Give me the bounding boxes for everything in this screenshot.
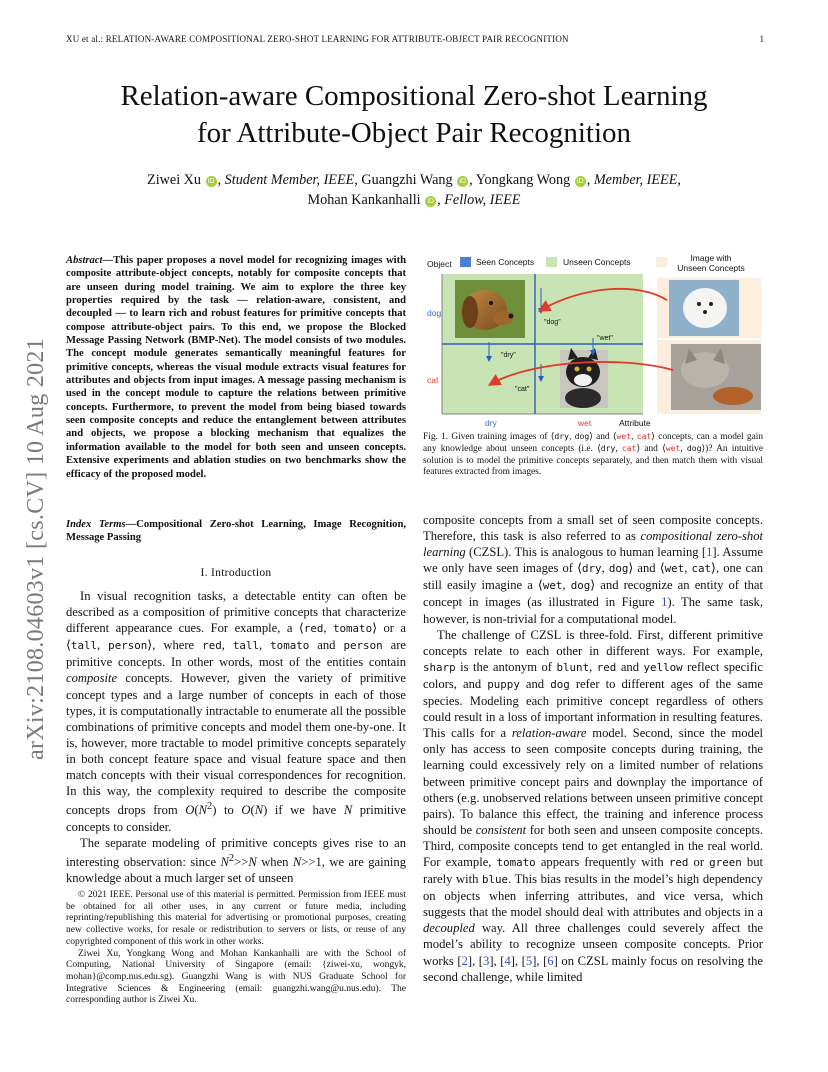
row-label-cat: cat [427,375,439,385]
cat-muzzle [574,374,592,386]
copyright-notice: © 2021 IEEE. Personal use of this material is permitted. Permission from IEEE must be obtained for all other uses, in any current or future media, including reprinting/republishing this material for advertising or promotional purposes, creating new collective works, for resale or redistribution to servers or lists, or reuse of any copyrighted component of this work in other works. [66,890,406,947]
legend-image: Image with Unseen Concepts [677,253,745,273]
col-label-dry: dry [485,418,497,428]
dog-ear [462,296,478,328]
index-terms-text: —Compositional Zero-shot Learning, Image Recognition, Message Passing [66,519,406,544]
intro-paragraph: The separate modeling of primitive concepts gives rise to an interesting observation: since $N^2>>N$ when N>>1, we are gaining knowledge about a much larger set of unseen [66,835,406,885]
author-name: Yongkang Wong [475,172,571,188]
wet-dog-body [683,288,727,328]
paper-title [40,78,788,152]
legend-seen: Seen Concepts [476,257,535,267]
orcid-icon[interactable]: iD [575,176,586,187]
author-name: Mohan Kankanhalli [307,192,421,208]
wet-dog-eye [709,302,713,306]
wet-dog-nose [703,310,707,314]
right-column-text [423,512,763,985]
col-label-wet: wet [578,418,592,428]
running-head: XU et al.: RELATION-AWARE COMPOSITIONAL ZERO-SHOT LEARNING FOR ATTRIBUTE-OBJECT PAIR RECOGNITION [66,34,569,44]
legend-seen-swatch [460,257,471,267]
cat-food [713,387,753,405]
legend-object: Object [427,259,452,269]
arxiv-stamp[interactable]: arXiv:2108.04603v1 [cs.CV] 10 Aug 2021 [23,337,49,760]
citation-link[interactable]: 4 [504,953,511,968]
figure-caption: Fig. 1. Given training images of ⟨dry, dog⟩ and ⟨wet, cat⟩ concepts, can a model gain any knowledge about unseen concepts (i.e. ⟨dry, cat⟩ and ⟨wet, dog⟩)? An intuitive solution is to model the primitive concepts separately, and then match them with visual features extracted from images. [423,431,764,477]
author-role: Fellow, IEEE [444,192,521,208]
body-paragraph: The challenge of CZSL is three-fold. First, different primitive concepts relate to each other in different ways. For example, sharp is the antonym of blunt, red and yellow reflect specific colors, and puppy and dog refer to different ages of the same species. Modeling each primitive concept regardless of others could result in a loss of important information in resulting features. This calls for a relation-aware model. Second, since the model only has access to seen composite concepts during training, the learning could excessively rely on a limited number of relations between primitive concept pairs and downplay the importance of others (e.g. unobserved relations between unseen primitive concept pairs). To balance this effect, the training and inference process should be consistent for both seen and unseen composite concepts. Third, composite concepts tend to get entangled in the real world. For example, tomato appears frequently with red or green but rarely with blue. This bias results in the model’s high dependency on objects when inferring attributes, and vice versa, which suggests that the model should deal with attributes and objects in a decoupled way. All three challenges could severely affect the model’s ability to recognize unseen composite concepts. Prior works [2], [3], [4], [5], [6] on CZSL mainly focus on resolving the second challenge, while limited [423,627,764,984]
legend-image-swatch [656,257,667,267]
citation-link[interactable]: 5 [525,953,533,968]
label-cat: "cat" [515,386,530,393]
cat-eye [587,367,592,372]
index-terms-label: Index Terms [66,519,126,530]
orcid-icon[interactable]: iD [425,196,436,207]
dog-eye [489,301,493,305]
orcid-icon[interactable]: iD [206,176,217,187]
citation-link[interactable]: 3 [483,953,490,968]
axis-label-attribute: Attribute [619,418,651,428]
body-paragraph: composite concepts from a small set of seen composite concepts. Therefore, this task is also referred to as compositional zero-shot learning (CZSL). This is analogous to human learning [1]. Assume we only have seen images of ⟨dry, dog⟩ and ⟨wet, cat⟩, one can still easily imagine a ⟨wet, dog⟩ and recognize an entity of that concept in images (as illustrated in Figure 1). The same task, however, is non-trivial for a computational model. [423,513,764,626]
figure-1-diagram [423,252,763,430]
citation-link[interactable]: 2 [461,953,468,968]
author-role: Student Member, IEEE, [224,172,358,188]
abstract-label: Abstract [66,255,103,266]
orcid-icon[interactable]: iD [457,176,468,187]
abstract [66,254,406,481]
legend-unseen-swatch [546,257,557,267]
page-number: 1 [759,34,764,44]
title-line-2: for Attribute-Object Pair Recognition [196,117,632,149]
cat-body [565,388,601,408]
citation-link[interactable]: 6 [547,953,554,968]
figure-1 [423,252,763,430]
author-list: Ziwei Xu iD , Student Member, IEEE, Guangzhi Wang iD , Yongkang Wong iD , Member, IEEE, Mohan Kankanhalli iD , Fellow, IEEE [147,172,681,208]
caption-label: Fig. 1. [423,432,449,442]
label-dog: "dog" [544,319,561,326]
cat-eye [575,367,580,372]
affiliation-notice: Ziwei Xu, Yongkang Wong and Mohan Kankanhalli are with the School of Computing, National University of Singapore (email: {ziwei-xu, wongyk, mohan}@comp.nus.edu.sg). Guangzhi Wang is with NUS Graduate School for Integrative Sciences & Engineering (email: guangzhi.wang@u.nus.edu). The corresponding author is Ziwei Xu. [66,948,406,1006]
author-name: Ziwei Xu [147,172,202,188]
row-label-dog: dog [427,308,442,318]
intro-text [66,588,406,886]
abstract-text: —This paper proposes a novel model for recognizing images with composite attribute-object concepts, notably for composite concepts that are unseen during model training. We aim to explore the three key properties required by the task — relation-aware, consistent, and decoupled — to learn rich and robust features for primitive concepts that compose attribute-object pairs. To this end, we propose the Blocked Message Passing Network (BMP-Net). The model consists of two modules. The concept module generates semantically meaningful features for primitive concepts, whereas the visual module extracts visual features for attributes and objects from input images. A message passing mechanism is used in the concept module to capture the relations between primitive concepts. Furthermore, to prevent the model from being biased towards seen composite concepts and reduce the entanglement between attributes and objects, we propose a blocking mechanism that equalizes the information available to the model for both seen and unseen concepts. Extensive experiments and ablation studies on two benchmarks show the efficacy of the proposed model. [66,255,406,480]
title-line-1: Relation-aware Compositional Zero-shot Learning [120,80,708,112]
cell-wet-dog [535,274,643,344]
index-terms [66,518,406,545]
label-wet: "wet" [597,335,613,342]
author-role: Member, IEEE, [593,172,681,188]
legend-unseen: Unseen Concepts [563,257,631,267]
figure-link[interactable]: 1 [661,595,668,610]
dog-nose [509,314,514,319]
citation-link[interactable]: 1 [706,545,713,560]
section-heading: I. Introduction [200,567,272,579]
copyright-footnote [66,890,406,1007]
author-name: Guangzhi Wang [361,172,453,188]
wet-dog-eye [697,302,701,306]
intro-paragraph: In visual recognition tasks, a detectable entity can often be described as a composition of primitive concepts that characterize different appearance cues. For example, a ⟨red, tomato⟩ or a ⟨tall, person⟩, where red, tall, tomato and person are primitive concepts. In other words, most of the entities contain composite concepts. However, given the variety of primitive concept types and a large number of concepts in each of those types, it is computationally intractable to enumerate all the possible combinations of primitive concepts and model them one-by-one. It is, however, more tractable to model primitive concepts separately in both concept feature space and visual feature space and then match concepts with their visual correspondences for recognition. In this way, the complexity required to describe the composite concepts drops from $O(N^2)$ to O(N) if we have N primitive concepts to consider. [66,589,407,834]
label-dry: "dry" [501,352,516,359]
